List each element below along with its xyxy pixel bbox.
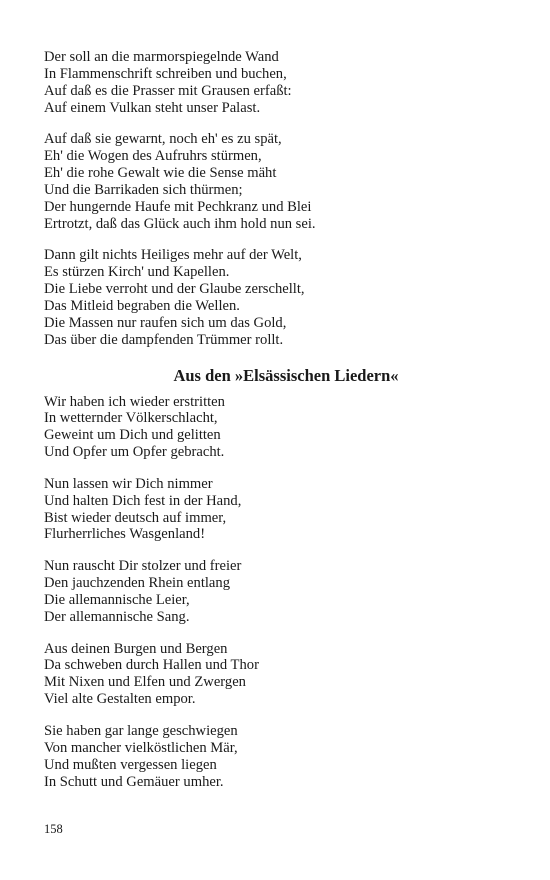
verse-line: Eh' die rohe Gewalt wie die Sense mäht <box>44 165 277 182</box>
stanza <box>44 723 514 790</box>
verse-line: Den jauchzenden Rhein entlang <box>44 575 230 592</box>
verse-line: Das über die dampfenden Trümmer rollt. <box>44 331 284 348</box>
verse-line: Es stürzen Kirch' und Kapellen. <box>44 264 230 281</box>
stanza <box>44 641 514 708</box>
poem-title: Aus den »Elsässischen Liedern« <box>173 365 399 385</box>
verse-line: Auf daß sie gewarnt, noch eh' es zu spät, <box>44 131 282 148</box>
page-number: 158 <box>44 822 63 836</box>
verse-line: Der hungernde Haufe mit Pechkranz und Blei <box>44 198 312 215</box>
poem-two <box>44 394 514 791</box>
stanza <box>44 247 514 348</box>
verse-line: Und Opfer um Opfer gebracht. <box>44 444 225 461</box>
verse-line: Und mußten vergessen liegen <box>44 756 217 773</box>
verse-line: Das Mitleid begraben die Wellen. <box>44 297 240 314</box>
verse-line: Auf einem Vulkan steht unser Palast. <box>44 99 261 116</box>
verse-line: In Schutt und Gemäuer umher. <box>44 773 224 790</box>
verse-line: Nun lassen wir Dich nimmer <box>44 475 213 492</box>
verse-line: Aus deinen Burgen und Bergen <box>44 640 228 657</box>
verse-line: Da schweben durch Hallen und Thor <box>44 657 259 674</box>
verse-line: Der allemannische Sang. <box>44 608 190 625</box>
verse-line: Geweint um Dich und gelitten <box>44 427 221 444</box>
stanza <box>44 558 514 625</box>
verse-line: Die allemannische Leier, <box>44 591 190 608</box>
verse-line: Ertrotzt, daß das Glück auch ihm hold nun sei. <box>44 215 316 232</box>
verse-line: Dann gilt nichts Heiliges mehr auf der Welt, <box>44 247 302 264</box>
verse-line: Mit Nixen und Elfen und Zwergen <box>44 674 246 691</box>
verse-line: Der soll an die marmorspiegelnde Wand <box>44 49 279 65</box>
poem-one <box>44 49 514 349</box>
verse-line: Die Liebe verroht und der Glaube zerschellt, <box>44 281 305 298</box>
verse-line: Nun rauscht Dir stolzer und freier <box>44 558 242 575</box>
page-body <box>44 49 514 805</box>
stanza <box>44 476 514 543</box>
verse-line: In wetternder Völkerschlacht, <box>44 410 218 427</box>
verse-line: Eh' die Wogen des Aufruhrs stürmen, <box>44 148 262 165</box>
stanza <box>44 131 514 232</box>
verse-line: Viel alte Gestalten empor. <box>44 691 196 708</box>
verse-line: Und halten Dich fest in der Hand, <box>44 492 242 509</box>
verse-line: Sie haben gar lange geschwiegen <box>44 723 238 739</box>
verse-line: Und die Barrikaden sich thürmen; <box>44 181 243 198</box>
verse-line: In Flammenschrift schreiben und buchen, <box>44 65 287 82</box>
verse-line: Von mancher vielköstlichen Mär, <box>44 739 238 756</box>
stanza <box>44 394 514 461</box>
verse-line: Wir haben ich wieder erstritten <box>44 393 225 410</box>
verse-line: Die Massen nur raufen sich um das Gold, <box>44 314 287 331</box>
verse-line: Auf daß es die Prasser mit Grausen erfaßt: <box>44 82 292 99</box>
verse-line: Flurherrliches Wasgenland! <box>44 526 206 543</box>
verse-line: Bist wieder deutsch auf immer, <box>44 509 227 526</box>
stanza <box>44 49 514 116</box>
